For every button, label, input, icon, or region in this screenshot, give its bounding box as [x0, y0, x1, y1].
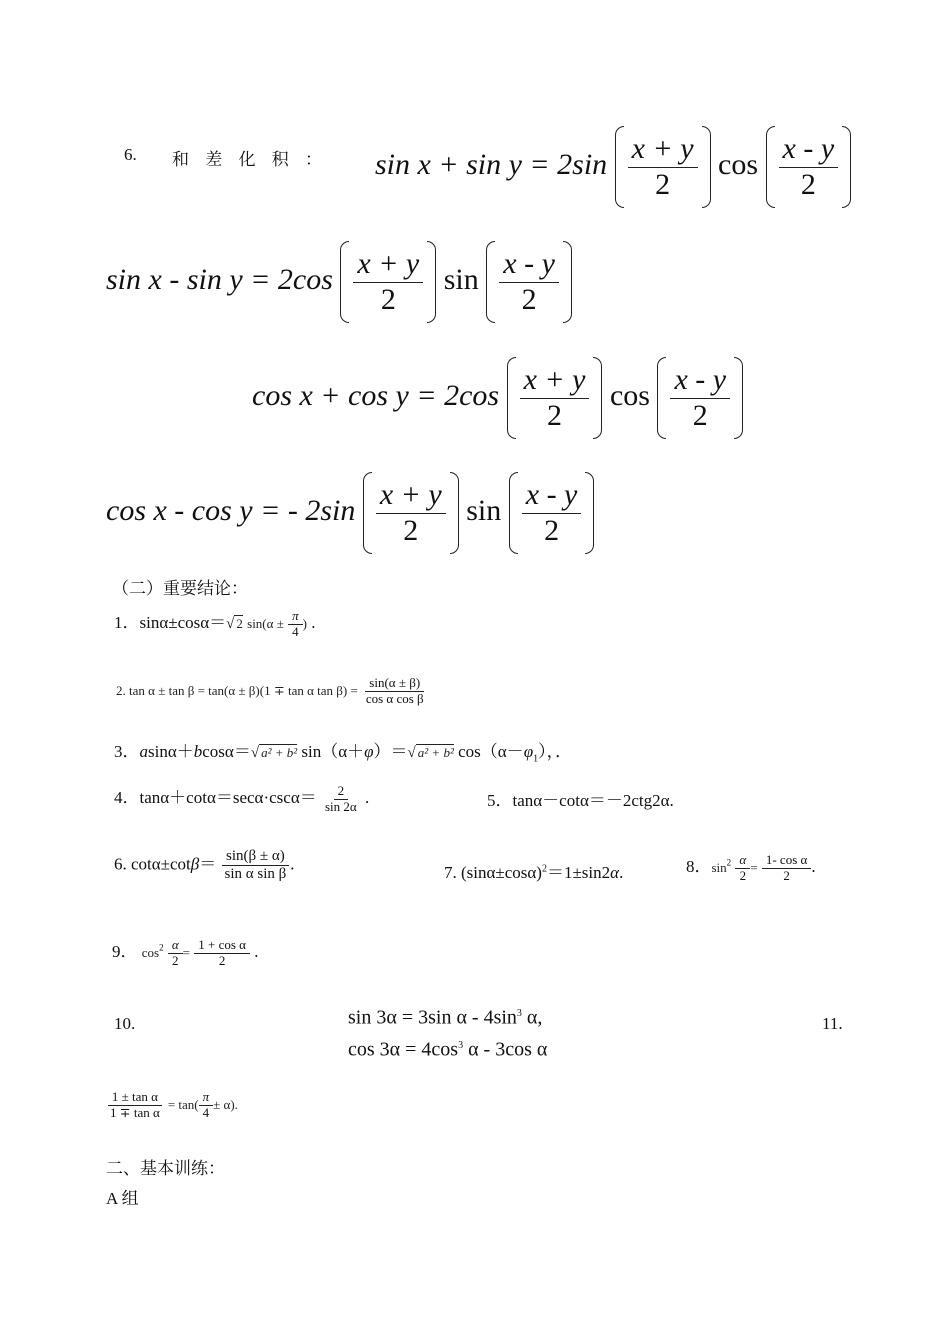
- fraction: $\frac{x + y}{2}$: [520, 363, 590, 433]
- conclusion-6: 6. cotα±cotβ＝ $\frac{\sin(\beta \pm \alpha)}{\text{sin α sin β}}$ .: [114, 848, 295, 883]
- paren-group: [766, 126, 852, 208]
- cos-text: cos: [718, 147, 759, 181]
- conclusion-11-label: 11.: [822, 1014, 843, 1033]
- fraction: $\frac{x - y}{2}$: [670, 363, 730, 433]
- paren-group: [657, 357, 743, 439]
- paren-group: [363, 472, 459, 554]
- fraction: $\frac{x + y}{2}$: [353, 247, 423, 317]
- conclusion-9: 9． $\cos^2$ $\frac{\alpha}{2}$ = $\frac{\text{1 + cos α}}{2}$ .: [112, 936, 259, 968]
- conclusion-7: 7. $(\sin\alpha\pm\cos\alpha)^2=1\pm\sin 2\alpha$.: [444, 863, 624, 882]
- formula-diff-sin: [106, 241, 572, 323]
- conclusion-5: 5．tanα－cotα＝－2ctg2α.: [487, 791, 674, 810]
- training-group: A 组: [106, 1189, 139, 1208]
- fraction: $\frac{x - y}{2}$: [522, 478, 582, 548]
- fraction: $\frac{2}{\sin 2\alpha}$: [325, 782, 357, 814]
- fraction: $\frac{x - y}{2}$: [499, 247, 559, 317]
- fraction: $\frac{\pi}{4}$: [288, 609, 303, 640]
- fraction: $\frac{\alpha}{2}$: [168, 938, 183, 969]
- conclusion-1: 1．sinα±cosα＝√ 2 sin(α ± $\frac{\pi}{4}$ ) .: [114, 607, 316, 639]
- section-heading: （二）重要结论：: [112, 579, 248, 598]
- conclusion-8: 8．$\sin^2$ $\frac{\alpha}{2}$ = $\frac{\text{1- cos α}}{2}$ .: [686, 851, 816, 883]
- fraction: $\frac{x + y}{2}$: [628, 132, 698, 202]
- fraction: $\frac{x - y}{2}$: [779, 132, 839, 202]
- formula-lhs: sin x + sin y = 2sin: [375, 147, 608, 181]
- fraction: $\frac{\text{1 + cos α}}{2}$: [194, 938, 250, 969]
- paren-group: [507, 357, 603, 439]
- fraction: $\frac{\pi}{4}$: [199, 1090, 214, 1121]
- fraction: $\frac{\sin(\beta \pm \alpha)}{\text{sin α sin β}}$: [221, 848, 291, 884]
- sin-text: sin: [443, 262, 479, 296]
- formula-sum-cos: [252, 357, 743, 439]
- conclusion-11: $\frac{\text{1 ± tan α}}{\text{1 ∓ tan α}}$ = tan( $\frac{\pi}{4}$ ± α).: [106, 1090, 238, 1121]
- conclusion-10-label: 10.: [114, 1014, 136, 1033]
- training-heading: 二、基本训练：: [106, 1159, 225, 1178]
- conclusion-2: 2. tan α ± tan β = tan(α ± β)(1 ∓ tan α tan β) = $\frac{\sin(\alpha \pm \beta)}{\text{cos α cos β}}$: [116, 676, 428, 707]
- paren-group: [615, 126, 711, 208]
- formula-sum-sin: [375, 126, 851, 208]
- conclusion-10: sin 3α = 3sin α - $4\sin^3$ α, $\cos 3\alpha = 4\cos^3$ α - 3cos α: [348, 1006, 548, 1061]
- fraction: $\frac{\text{1 ± tan α}}{\text{1 ∓ tan α}}$: [106, 1090, 164, 1121]
- fraction: $\frac{\alpha}{2}$: [735, 853, 750, 884]
- paren-group: [340, 241, 436, 323]
- paren-group: [509, 472, 595, 554]
- conclusion-3: 3．asinα＋bcosα＝√ a² + b² sin（α＋φ）＝√ a² + b² $\cos(\alpha-\varphi_1)$，．: [114, 742, 573, 765]
- formula-lhs: cos x - cos y = - 2sin: [106, 493, 356, 527]
- formula-diff-cos: [106, 472, 594, 554]
- cos-text: cos: [609, 378, 650, 412]
- formula-lhs: cos x + cos y = 2cos: [252, 378, 500, 412]
- sin-text: sin: [466, 493, 502, 527]
- paren-group: [486, 241, 572, 323]
- fraction: $\frac{\sin(\alpha \pm \beta)}{\text{cos α cos β}}$: [365, 675, 424, 706]
- formula-lhs: sin x - sin y = 2cos: [106, 262, 333, 296]
- item-number: 6.: [124, 145, 137, 164]
- fraction: $\frac{\text{1- cos α}}{2}$: [762, 853, 811, 884]
- conclusion-4: 4．tanα＋cotα＝secα·cscα＝ $\frac{2}{\sin 2\alpha}$ .: [114, 782, 370, 814]
- item-title: 和 差 化 积 ：: [172, 150, 328, 169]
- fraction: $\frac{x + y}{2}$: [376, 478, 446, 548]
